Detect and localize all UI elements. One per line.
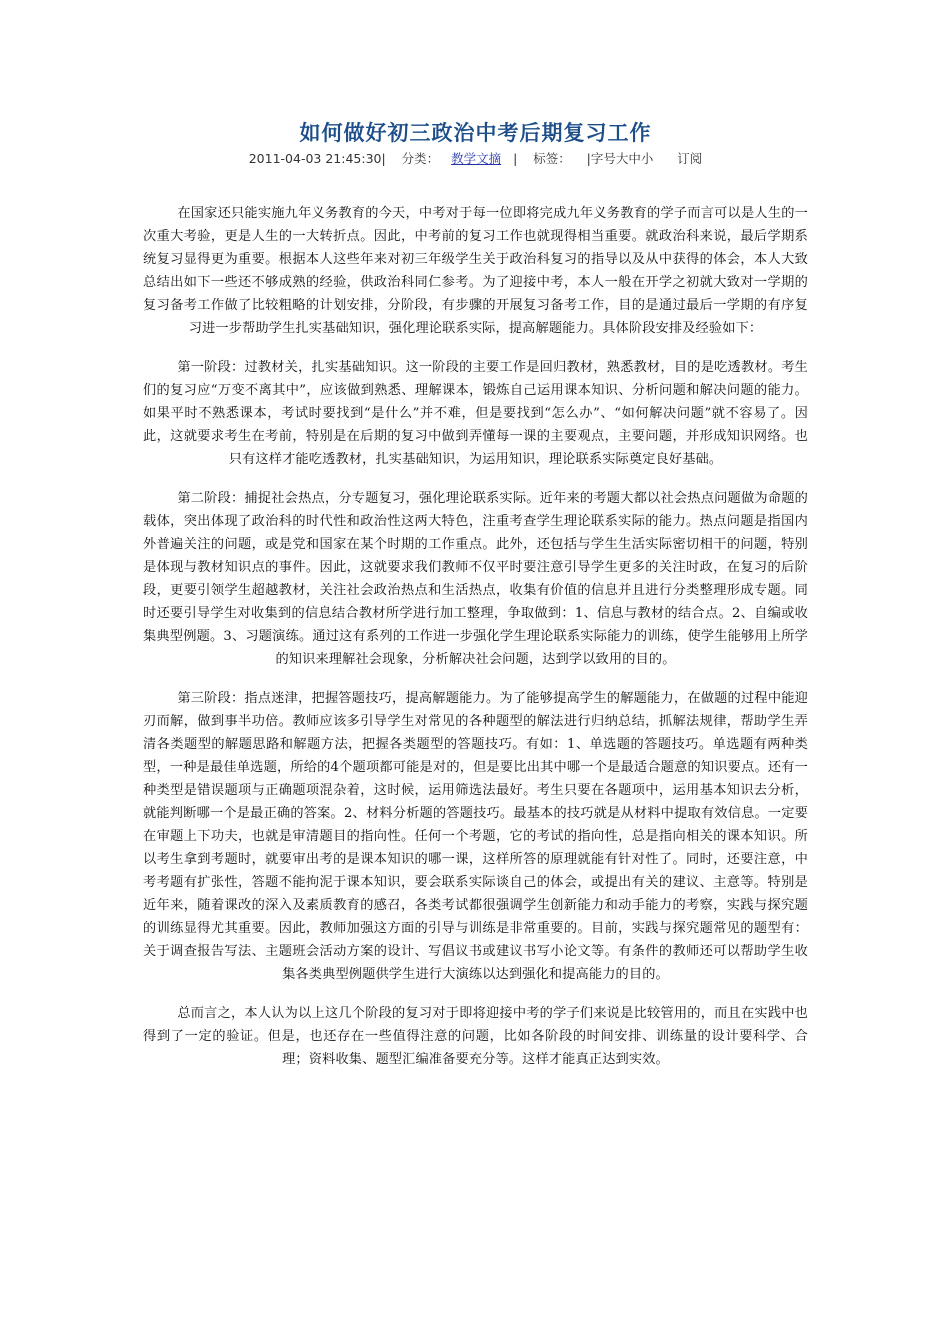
tags-label: 标签： bbox=[533, 151, 571, 166]
paragraph-stage-2: 第二阶段：捕捉社会热点，分专题复习，强化理论联系实际。近年来的考题大都以社会热点问题做为命题的载体，突出体现了政治科的时代性和政治性这两大特色，注重考查学生理论联系实际的能力。热点问题是指国内外普遍关注的问题，或是党和国家在某个时期的工作重点。此外，还包括与学生生活实际密切相干的问题，特别是体现与教材知识点的事件。因此，这就要求我们教师不仅平时要注意引导学生更多的关注时政，在复习的后阶段，更要引领学生超越教材，关注社会政治热点和生活热点，收集有价值的信息并且进行分类整理形成专题。同时还要引导学生对收集到的信息结合教材所学进行加工整理，争取做到：1、信息与教材的结合点。2、自编或收集典型例题。3、习题演练。通过这有系列的工作进一步强化学生理论联系实际能力的训练，使学生能够用上所学的知识来理解社会现象，分析解决社会问题，达到学以致用的目的。 bbox=[143, 491, 808, 667]
category-separator: | bbox=[513, 151, 518, 166]
paragraph-intro: 在国家还只能实施九年义务教育的今天，中考对于每一位即将完成九年义务教育的学子而言可以是人生的一次重大考验，更是人生的一大转折点。因此，中考前的复习工作也就现得相当重要。就政治科来说，最后学期系统复习显得更为重要。根据本人这些年来对初三年级学生关于政治科复习的指导以及从中获得的体会，本人大致总结出如下一些还不够成熟的经验，供政治科同仁参考。为了迎接中考，本人一般在开学之初就大致对一学期的复习备考工作做了比较粗略的计划安排，分阶段，有步骤的开展复习备考工作，目的是通过最后一学期的有序复习进一步帮助学生扎实基础知识，强化理论联系实际，提高解题能力。具体阶段安排及经验如下： bbox=[143, 206, 808, 336]
paragraph-stage-1: 第一阶段：过教材关，扎实基础知识。这一阶段的主要工作是回归教材，熟悉教材，目的是吃透教材。考生们的复习应“万变不离其中”，应该做到熟悉、理解课本，锻炼自己运用课本知识、分析问题和解决问题的能力。如果平时不熟悉课本，考试时要找到“是什么”并不难，但是要找到“怎么办”、“如何解决问题”就不容易了。因此，这就要求考生在考前，特别是在后期的复习中做到弄懂每一课的主要观点，主要问题，并形成知识网络。也只有这样才能吃透教材，扎实基础知识，为运用知识，理论联系实际奠定良好基础。 bbox=[143, 360, 808, 467]
article-meta bbox=[143, 150, 808, 168]
subscribe-link[interactable]: 订阅 bbox=[677, 151, 703, 166]
paragraph-stage-3: 第三阶段：指点迷津，把握答题技巧，提高解题能力。为了能够提高学生的解题能力，在做题的过程中能迎刃而解，做到事半功倍。教师应该多引导学生对常见的各种题型的解法进行归纳总结，抓解法规律，帮助学生弄清各类题型的解题思路和解题方法，把握各类题型的答题技巧。有如：1、单选题的答题技巧。单选题有两种类型，一种是最佳单选题，所给的4个题项都可能是对的，但是要比出其中哪一个是最适合题意的知识要点。还有一种类型是错误题项与正确题项混杂着，这时候，运用筛选法最好。考生只要在各题项中，运用基本知识去分析，就能判断哪一个是最正确的答案。2、材料分析题的答题技巧。最基本的技巧就是从材料中提取有效信息。一定要在审题上下功夫，也就是审清题目的指向性。任何一个考题，它的考试的指向性，总是指向相关的课本知识。所以考生拿到考题时，就要审出考的是课本知识的哪一课，这样所答的原理就能有针对性了。同时，还要注意，中考考题有扩张性，答题不能拘泥于课本知识，要会联系实际谈自己的体会，或提出有关的建议、主意等。特别是近年来，随着课改的深入及素质教育的感召，各类考试都很强调学生创新能力和动手能力的考察，实践与探究题的训练显得尤其重要。因此，教师加强这方面的引导与训练是非常重要的。目前，实践与探究题常见的题型有：关于调查报告写法、主题班会活动方案的设计、写倡议书或建议书写小论文等。有条件的教师还可以帮助学生收集各类典型例题供学生进行大演练以达到强化和提高能力的目的。 bbox=[143, 691, 808, 982]
post-datetime: 2011-04-03 21:45:30| bbox=[248, 151, 386, 166]
article bbox=[143, 118, 808, 1087]
font-size-switch[interactable]: |字号大中小 bbox=[586, 151, 654, 166]
paragraph-conclusion: 总而言之，本人认为以上这几个阶段的复习对于即将迎接中考的学子们来说是比较管用的，而且在实践中也得到了一定的验证。但是，也还存在一些值得注意的问题，比如各阶段的时间安排、训练量的设计要科学、合理；资料收集、题型汇编准备要充分等。这样才能真正达到实效。 bbox=[143, 1006, 808, 1067]
article-title: 如何做好初三政治中考后期复习工作 bbox=[299, 121, 652, 145]
article-body bbox=[143, 202, 808, 1071]
category-label: 分类： bbox=[401, 151, 440, 166]
category-link[interactable]: 教学文摘 bbox=[451, 151, 502, 166]
